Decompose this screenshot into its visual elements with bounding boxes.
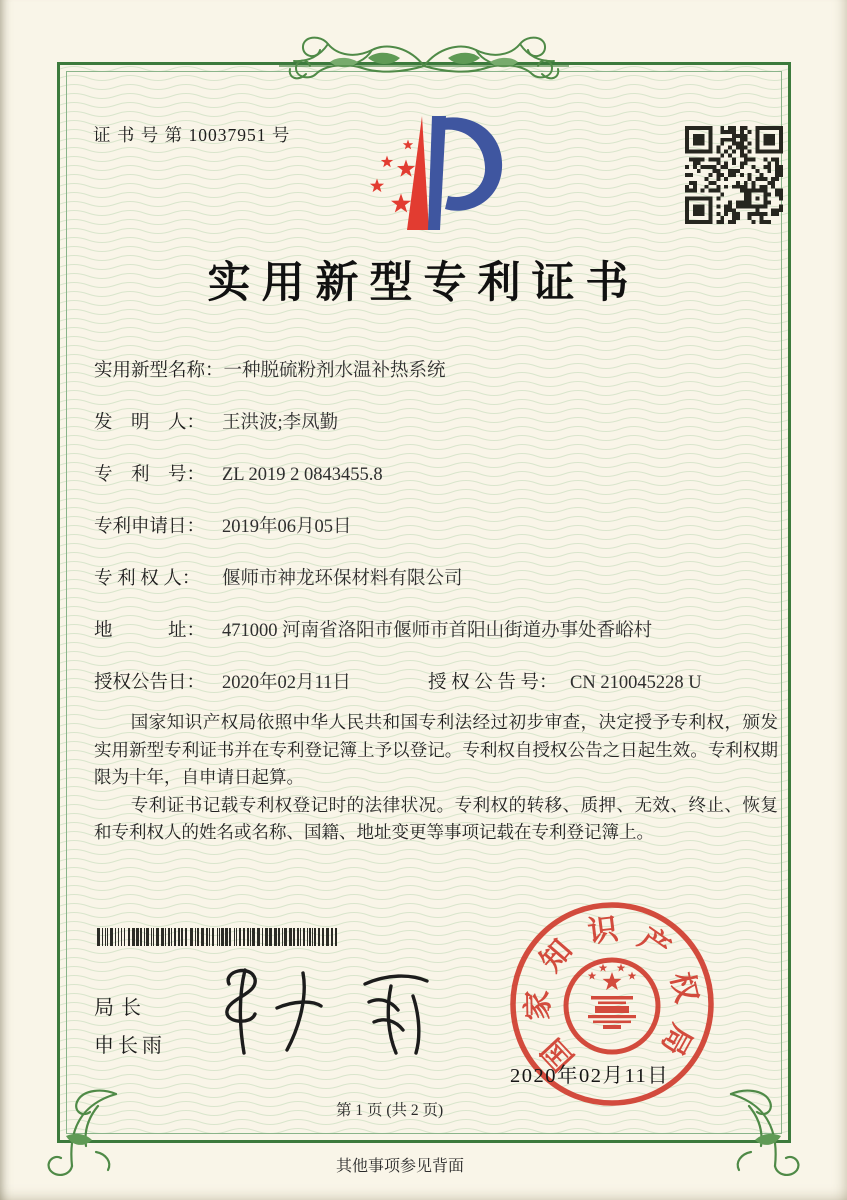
field-value: 2019年06月05日 — [222, 517, 352, 537]
field-label: 发 明 人： — [94, 413, 206, 433]
legal-statement — [94, 709, 778, 847]
barcode — [97, 928, 341, 946]
national-emblem — [566, 960, 658, 1052]
field-grant-date — [94, 672, 406, 694]
field-patentee — [94, 568, 781, 590]
field-label: 专 利 号： — [94, 465, 206, 485]
certificate-fields — [94, 360, 781, 724]
certificate-title: 实用新型专利证书 — [207, 260, 640, 307]
svg-text:权: 权 — [664, 969, 704, 1006]
field-label: 专 利 权 人： — [94, 569, 201, 589]
field-label: 实用新型名称： — [94, 361, 224, 381]
back-note: 其他事项参见背面 — [335, 1158, 464, 1175]
field-value: 471000 河南省洛阳市偃师市首阳山街道办事处香峪村 — [222, 621, 653, 641]
field-label: 授权公告日： — [94, 673, 206, 693]
field-value: CN 210045228 U — [570, 673, 702, 693]
officer-name: 申长雨 — [94, 1035, 166, 1057]
field-inventors — [94, 412, 781, 434]
svg-text:识: 识 — [586, 912, 620, 950]
top-center-flourish-ornament — [279, 28, 569, 94]
page-indicator: 第 1 页 (共 2 页) — [336, 1102, 444, 1119]
field-filing-date — [94, 516, 781, 538]
svg-text:国: 国 — [535, 1031, 581, 1077]
legal-paragraph-2: 专利证书记载专利权登记时的法律状况。专利权的转移、质押、无效、终止、恢复和专利权人的姓名或名称、国籍、地址变更等事项记载在专利登记簿上。 — [94, 794, 778, 842]
field-value: 2020年02月11日 — [222, 673, 351, 693]
director-signature-handwriting — [215, 956, 453, 1058]
field-value: 偃师市神龙环保材料有限公司 — [222, 569, 463, 589]
seal-date: 2020年02月11日 — [510, 1065, 670, 1087]
legal-paragraph-1: 国家知识产权局依照中华人民共和国专利法经过初步审查，决定授予专利权，颁发实用新型专利证书并在专利登记簿上予以登记。专利权自授权公告之日起生效。专利权期限为十年，自申请日起算。 — [94, 712, 778, 787]
cnipa-logo-icon — [356, 111, 508, 235]
qr-code — [685, 126, 783, 224]
field-value: 王洪波;李凤勤 — [222, 413, 339, 433]
svg-text:家: 家 — [521, 989, 556, 1021]
svg-text:产: 产 — [632, 921, 676, 966]
field-grant-number — [428, 672, 702, 694]
field-grant-row — [94, 672, 781, 694]
svg-text:局: 局 — [654, 1018, 698, 1061]
field-value: 一种脱硫粉剂水温补热系统 — [223, 361, 446, 381]
field-patent-number — [94, 464, 781, 486]
field-label: 专利申请日： — [94, 517, 206, 537]
certificate-number: 证 书 号 第 10037951 号 — [93, 125, 291, 145]
field-label: 地 址： — [94, 621, 206, 641]
svg-text:知: 知 — [534, 933, 579, 978]
field-utility-model-name — [94, 360, 781, 382]
officer-title: 局长 — [94, 997, 148, 1019]
field-address — [94, 620, 781, 642]
field-label: 授 权 公 告 号： — [428, 673, 558, 693]
field-value: ZL 2019 2 0843455.8 — [222, 465, 383, 485]
